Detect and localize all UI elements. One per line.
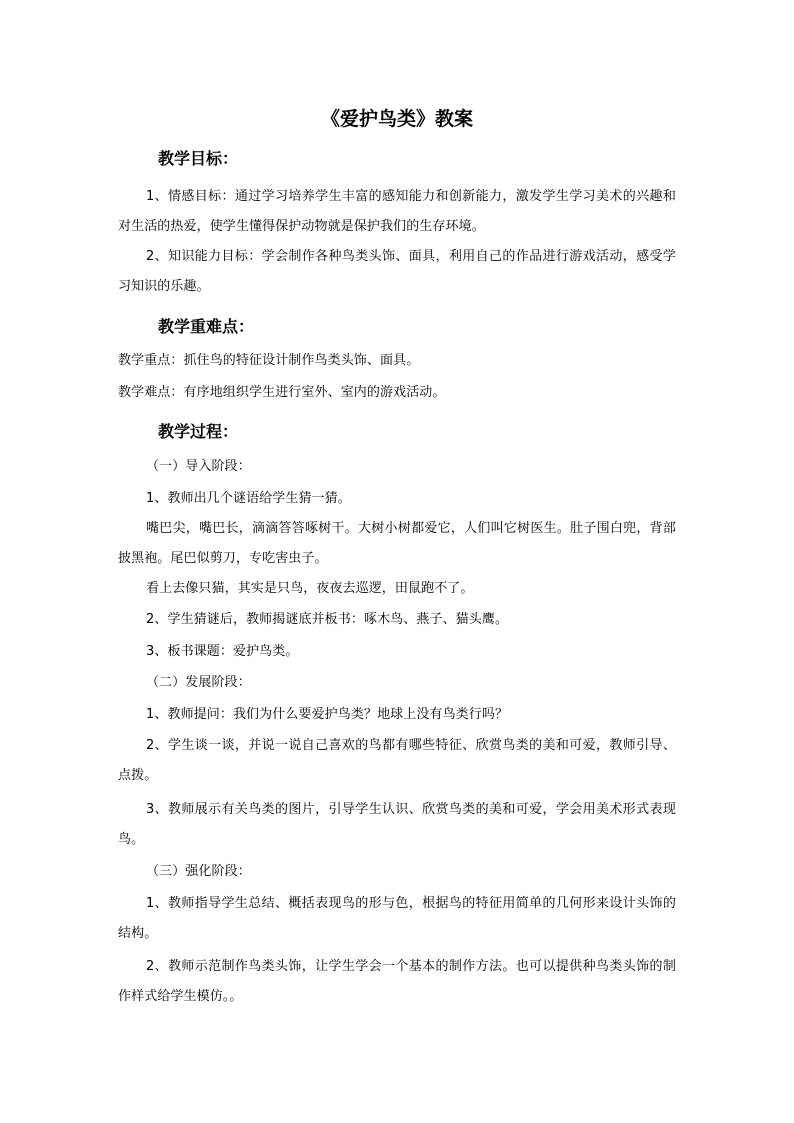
teaching-difficulty: 教学难点：有序地组织学生进行室外、室内的游戏活动。 (118, 385, 446, 400)
stage3-label: （三）强化阶段： (146, 864, 251, 879)
stage3-item: 1、教师指导学生总结、概括表现鸟的形与色，根据鸟的特征用简单的几何形来设计头饰的结构。 (118, 896, 676, 941)
key-points-heading: 教学重难点： (158, 317, 255, 336)
stage1-item: 3、板书课题：爱护鸟类。 (146, 644, 299, 659)
riddle-owl: 看上去像只猫，其实是只鸟，夜夜去巡逻，田鼠跑不了。 (146, 581, 474, 596)
stage2-item: 2、学生谈一谈，并说一说自己喜欢的鸟都有哪些特征、欣赏鸟类的美和可爱，教师引导、点拨。 (118, 738, 676, 783)
stage2-item: 3、教师展示有关鸟类的图片，引导学生认识、欣赏鸟类的美和可爱，学会用美术形式表现鸟。 (118, 802, 676, 847)
objective-knowledge: 2、知识能力目标：学会制作各种鸟类头饰、面具，利用自己的作品进行游戏活动，感受学习知识的乐趣。 (118, 249, 676, 294)
process-heading: 教学过程： (158, 422, 239, 441)
stage1-label: （一）导入阶段： (146, 459, 251, 474)
document-title: 《爱护鸟类》教案 (320, 108, 473, 130)
objective-emotion: 1、情感目标：通过学习培养学生丰富的感知能力和创新能力，激发学生学习美术的兴趣和对生活的热爱，使学生懂得保护动物就是保护我们的生存环境。 (118, 189, 676, 234)
stage2-label: （二）发展阶段： (146, 675, 251, 690)
stage1-item: 1、教师出几个谜语给学生猜一猜。 (146, 491, 351, 506)
stage2-item: 1、教师提问：我们为什么要爱护鸟类？地球上没有鸟类行吗？ (146, 707, 509, 722)
teaching-focus: 教学重点：抓住鸟的特征设计制作鸟类头饰、面具。 (118, 353, 420, 368)
objectives-heading: 教学目标： (158, 149, 239, 168)
riddle-woodpecker: 嘴巴尖，嘴巴长，滴滴答答啄树干。大树小树都爱它，人们叫它树医生。肚子围白兜，背部披黑袍。尾巴似剪刀，专吃害虫子。 (118, 521, 676, 566)
stage3-item: 2、教师示范制作鸟类头饰，让学生学会一个基本的制作方法。也可以提供种鸟类头饰的制作样式给学生模仿。。 (118, 959, 676, 1004)
stage1-item: 2、学生猜谜后，教师揭谜底并板书：啄木鸟、燕子、猫头鹰。 (146, 612, 509, 627)
